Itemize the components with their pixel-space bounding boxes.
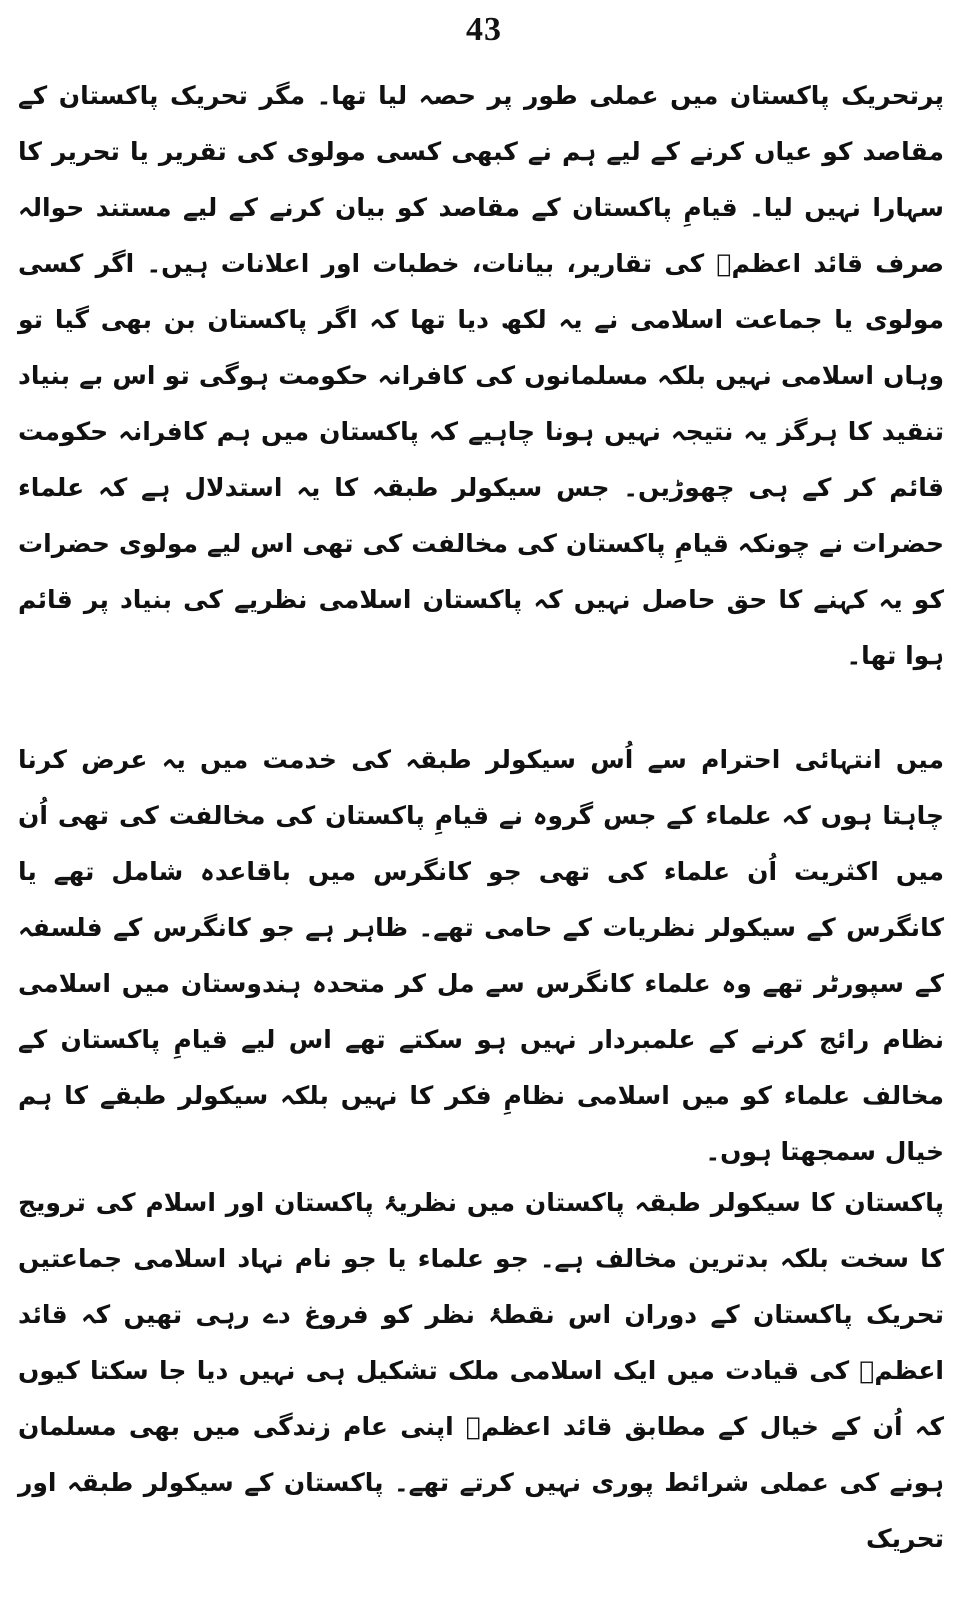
page-number: 43: [466, 11, 502, 48]
paragraph-3: پاکستان کا سیکولر طبقہ پاکستان میں نظریۂ پاکستان اور اسلام کی ترویج کا سخت بلکہ بدترین مخالف ہے۔ جو علماء یا جو نام نہاد اسلامی جماعتیں تحریک پاکستان کے دوران اس نقطۂ نظر کو فروغ دے رہی تھیں کہ قائد اعظمؒ کی قیادت میں ایک اسلامی ملک تشکیل ہی نہیں دیا جا سکتا کیوں کہ اُن کے خیال کے مطابق قائد اعظمؒ اپنی عام زندگی میں بھی مسلمان ہونے کی عملی شرائط پوری نہیں کرتے تھے۔ پاکستان کے سیکولر طبقہ اور تحریک: [18, 1188, 944, 1553]
paragraph-2: میں انتہائی احترام سے اُس سیکولر طبقہ کی خدمت میں یہ عرض کرنا چاہتا ہوں کہ علماء کے جس گروہ نے قیامِ پاکستان کی مخالفت کی تھی اُن میں اکثریت اُن علماء کی تھی جو کانگرس میں باقاعدہ شامل تھے یا کانگرس کے سیکولر نظریات کے حامی تھے۔ ظاہر ہے جو کانگرس کے فلسفہ کے سپورٹر تھے وہ علماء کانگرس سے مل کر متحدہ ہندوستان میں اسلامی نظام رائج کرنے کے علمبردار نہیں ہو سکتے تھے اس لیے قیامِ پاکستان کے مخالف علماء کو میں اسلامی نظامِ فکر کا نہیں بلکہ سیکولر طبقے کا ہم خیال سمجھتا ہوں۔: [18, 745, 944, 1166]
paragraph-1: پرتحریک پاکستان میں عملی طور پر حصہ لیا تھا۔ مگر تحریک پاکستان کے مقاصد کو عیاں کرنے کے لیے ہم نے کبھی کسی مولوی کی تقریر یا تحریر کا سہارا نہیں لیا۔ قیامِ پاکستان کے مقاصد کو بیان کرنے کے لیے مستند حوالہ صرف قائد اعظمؒ کی تقاریر، بیانات، خطبات اور اعلانات ہیں۔ اگر کسی مولوی یا جماعت اسلامی نے یہ لکھ دیا تھا کہ اگر پاکستان بن بھی گیا تو وہاں اسلامی نہیں بلکہ مسلمانوں کی کافرانہ حکومت ہوگی تو اس بے بنیاد تنقید کا ہرگز یہ نتیجہ نہیں ہونا چاہیے کہ پاکستان میں ہم کافرانہ حکومت قائم کر کے ہی چھوڑیں۔ جس سیکولر طبقہ کا یہ استدلال ہے کہ علماء حضرات نے چونکہ قیامِ پاکستان کی مخالفت کی تھی اس لیے مولوی حضرات کو یہ کہنے کا حق حاصل نہیں کہ پاکستان اسلامی نظریے کی بنیاد پر قائم ہوا تھا۔: [18, 81, 944, 670]
